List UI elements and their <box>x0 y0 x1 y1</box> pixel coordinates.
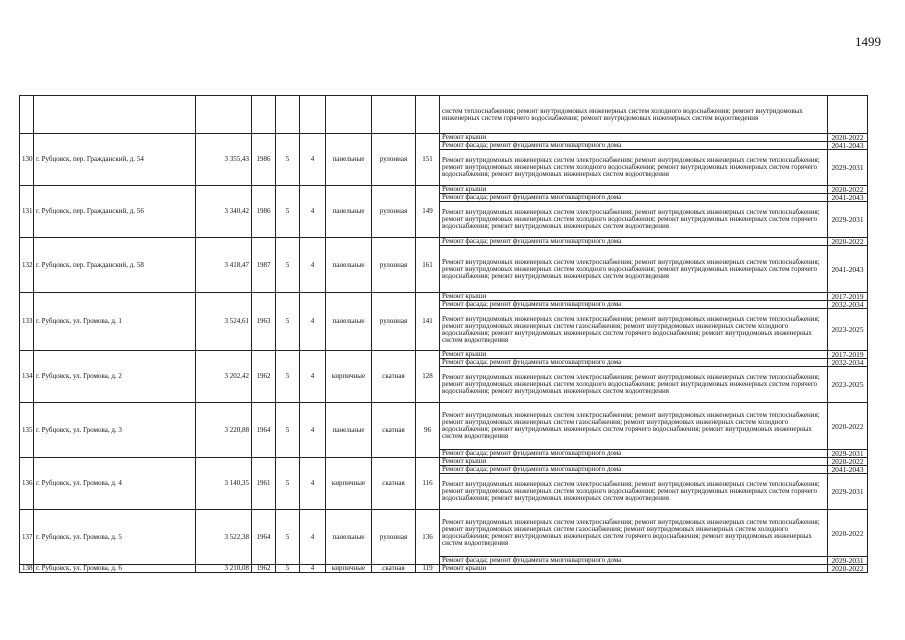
work-period: 2020-2022 <box>828 458 868 466</box>
house-area: 3 210,08 <box>196 565 252 573</box>
record-number: 136 <box>20 458 34 510</box>
build-year: 1962 <box>252 565 276 573</box>
floors-count: 5 <box>276 134 300 186</box>
roof-type: рулонная <box>372 134 416 186</box>
wall-material <box>326 96 372 134</box>
record-number: 138 <box>20 565 34 573</box>
build-year <box>252 96 276 134</box>
roof-type: скатная <box>372 403 416 458</box>
work-period: 2029-2031 <box>828 474 868 510</box>
build-year: 1964 <box>252 403 276 458</box>
residents-count: 149 <box>416 186 440 238</box>
house-area: 3 340,42 <box>196 186 252 238</box>
house-area <box>196 96 252 134</box>
work-period: 2041-2043 <box>828 142 868 150</box>
wall-material: кирпичные <box>326 458 372 510</box>
floors-count: 5 <box>276 186 300 238</box>
work-period: 2023-2025 <box>828 367 868 403</box>
floors-count: 5 <box>276 293 300 351</box>
page-number: 1499 <box>855 34 881 49</box>
work-period: 2017-2019 <box>828 293 868 301</box>
residents-count: 96 <box>416 403 440 458</box>
work-description: Ремонт крыши <box>440 351 828 359</box>
house-area: 3 418,47 <box>196 238 252 293</box>
house-address: г. Рубцовск, пер. Гражданский, д. 54 <box>34 134 196 186</box>
work-period: 2041-2043 <box>828 246 868 293</box>
residents-count <box>416 96 440 134</box>
build-year: 1986 <box>252 134 276 186</box>
roof-type: скатная <box>372 458 416 510</box>
floors-count: 5 <box>276 238 300 293</box>
build-year: 1987 <box>252 238 276 293</box>
work-period: 2032-2034 <box>828 359 868 367</box>
work-period: 2029-2031 <box>828 202 868 238</box>
work-description: Ремонт крыши <box>440 565 828 573</box>
residents-count: 128 <box>416 351 440 403</box>
house-area: 3 140,35 <box>196 458 252 510</box>
roof-type: рулонная <box>372 510 416 565</box>
wall-material: кирпичные <box>326 565 372 573</box>
table-body <box>20 96 868 573</box>
record-number: 134 <box>20 351 34 403</box>
entrances-count: 4 <box>300 351 326 403</box>
work-description: систем теплоснабжения; ремонт внутридомовых инженерных систем холодного водоснабжения; ремонт внутридомовых инженерных систем горячего водоснабжения; ремонт внутридомовых инженерных систем водоотведения <box>440 96 828 134</box>
wall-material: панельные <box>326 403 372 458</box>
floors-count: 5 <box>276 403 300 458</box>
work-period: 2017-2019 <box>828 351 868 359</box>
wall-material: панельные <box>326 134 372 186</box>
house-address: г. Рубцовск, ул. Громова, д. 4 <box>34 458 196 510</box>
residents-count: 141 <box>416 293 440 351</box>
residents-count: 119 <box>416 565 440 573</box>
house-address: г. Рубцовск, пер. Гражданский, д. 58 <box>34 238 196 293</box>
build-year: 1964 <box>252 510 276 565</box>
house-address: г. Рубцовск, ул. Громова, д. 6 <box>34 565 196 573</box>
work-description: Ремонт крыши <box>440 186 828 194</box>
work-description: Ремонт фасада; ремонт фундамента многоквартирного дома <box>440 359 828 367</box>
work-description: Ремонт фасада; ремонт фундамента многоквартирного дома <box>440 142 828 150</box>
wall-material: панельные <box>326 293 372 351</box>
roof-type: скатная <box>372 565 416 573</box>
roof-type: рулонная <box>372 238 416 293</box>
house-area: 3 522,38 <box>196 510 252 565</box>
work-description: Ремонт внутридомовых инженерных систем электроснабжения; ремонт внутридомовых инженерных систем теплоснабжения; ремонт внутридомовых инженерных систем газоснабжения; ремонт внутридомовых инженерных систем холодного водоснабжения; ремонт внутридомовых инженерных систем горячего водоснабжения; ремонт внутридомовых инженерных систем водоотведения <box>440 510 828 557</box>
work-description: Ремонт фасада; ремонт фундамента многоквартирного дома <box>440 238 828 246</box>
house-address: г. Рубцовск, пер. Гражданский, д. 56 <box>34 186 196 238</box>
house-area: 3 202,42 <box>196 351 252 403</box>
entrances-count: 4 <box>300 565 326 573</box>
work-period: 2041-2043 <box>828 194 868 202</box>
table-row <box>20 565 868 573</box>
work-period: 2020-2022 <box>828 134 868 142</box>
work-description: Ремонт внутридомовых инженерных систем электроснабжения; ремонт внутридомовых инженерных систем теплоснабжения; ремонт внутридомовых инженерных систем холодного водоснабжения; ремонт внутридомовых инженерных систем горячего водоснабжения; ремонт внутридомовых инженерных систем водоотведения <box>440 150 828 186</box>
entrances-count: 4 <box>300 134 326 186</box>
work-description: Ремонт внутридомовых инженерных систем электроснабжения; ремонт внутридомовых инженерных систем теплоснабжения; ремонт внутридомовых инженерных систем холодного водоснабжения; ремонт внутридомовых инженерных систем горячего водоснабжения; ремонт внутридомовых инженерных систем водоотведения <box>440 202 828 238</box>
work-description: Ремонт фасада; ремонт фундамента многоквартирного дома <box>440 301 828 309</box>
work-description: Ремонт фасада; ремонт фундамента многоквартирного дома <box>440 194 828 202</box>
record-number: 130 <box>20 134 34 186</box>
residents-count: 151 <box>416 134 440 186</box>
record-number: 131 <box>20 186 34 238</box>
entrances-count: 4 <box>300 510 326 565</box>
record-number: 133 <box>20 293 34 351</box>
record-number: 135 <box>20 403 34 458</box>
wall-material: кирпичные <box>326 351 372 403</box>
work-description: Ремонт внутридомовых инженерных систем электроснабжения; ремонт внутридомовых инженерных систем теплоснабжения; ремонт внутридомовых инженерных систем холодного водоснабжения; ремонт внутридомовых инженерных систем горячего водоснабжения; ремонт внутридомовых инженерных систем водоотведения <box>440 246 828 293</box>
table-row <box>20 238 868 246</box>
work-period: 2029-2031 <box>828 450 868 458</box>
house-address: г. Рубцовск, ул. Громова, д. 3 <box>34 403 196 458</box>
floors-count: 5 <box>276 351 300 403</box>
table-row <box>20 134 868 142</box>
house-area: 3 220,88 <box>196 403 252 458</box>
house-area: 3 524,61 <box>196 293 252 351</box>
house-area: 3 355,43 <box>196 134 252 186</box>
entrances-count: 4 <box>300 186 326 238</box>
table-row <box>20 403 868 450</box>
work-description: Ремонт внутридомовых инженерных систем электроснабжения; ремонт внутридомовых инженерных систем теплоснабжения; ремонт внутридомовых инженерных систем холодного водоснабжения; ремонт внутридомовых инженерных систем горячего водоснабжения; ремонт внутридомовых инженерных систем водоотведения <box>440 367 828 403</box>
work-description: Ремонт внутридомовых инженерных систем электроснабжения; ремонт внутридомовых инженерных систем теплоснабжения; ремонт внутридомовых инженерных систем газоснабжения; ремонт внутридомовых инженерных систем холодного водоснабжения; ремонт внутридомовых инженерных систем горячего водоснабжения; ремонт внутридомовых инженерных систем водоотведения <box>440 403 828 450</box>
build-year: 1963 <box>252 293 276 351</box>
wall-material: панельные <box>326 238 372 293</box>
work-period: 2023-2025 <box>828 309 868 351</box>
work-period: 2020-2022 <box>828 510 868 557</box>
table-row <box>20 96 868 134</box>
entrances-count: 4 <box>300 458 326 510</box>
work-description: Ремонт внутридомовых инженерных систем электроснабжения; ремонт внутридомовых инженерных систем теплоснабжения; ремонт внутридомовых инженерных систем газоснабжения; ремонт внутридомовых инженерных систем холодного водоснабжения; ремонт внутридомовых инженерных систем горячего водоснабжения; ремонт внутридомовых инженерных систем водоотведения <box>440 309 828 351</box>
table-row <box>20 510 868 557</box>
roof-type <box>372 96 416 134</box>
work-period <box>828 96 868 134</box>
roof-type: скатная <box>372 351 416 403</box>
work-description: Ремонт крыши <box>440 134 828 142</box>
work-period: 2029-2031 <box>828 150 868 186</box>
floors-count: 5 <box>276 510 300 565</box>
build-year: 1986 <box>252 186 276 238</box>
work-period: 2041-2043 <box>828 466 868 474</box>
work-period: 2029-2031 <box>828 557 868 565</box>
capital-repair-table <box>19 95 868 573</box>
roof-type: рулонная <box>372 186 416 238</box>
table-row <box>20 458 868 466</box>
work-period: 2032-2034 <box>828 301 868 309</box>
house-address <box>34 96 196 134</box>
wall-material: панельные <box>326 510 372 565</box>
record-number: 132 <box>20 238 34 293</box>
build-year: 1961 <box>252 458 276 510</box>
residents-count: 136 <box>416 510 440 565</box>
entrances-count: 4 <box>300 403 326 458</box>
table-row <box>20 293 868 301</box>
record-number: 137 <box>20 510 34 565</box>
work-description: Ремонт крыши <box>440 293 828 301</box>
entrances-count: 4 <box>300 238 326 293</box>
table-row <box>20 351 868 359</box>
build-year: 1962 <box>252 351 276 403</box>
floors-count: 5 <box>276 458 300 510</box>
work-period: 2020-2022 <box>828 238 868 246</box>
work-period: 2020-2022 <box>828 565 868 573</box>
residents-count: 116 <box>416 458 440 510</box>
floors-count <box>276 96 300 134</box>
house-address: г. Рубцовск, ул. Громова, д. 1 <box>34 293 196 351</box>
work-period: 2020-2022 <box>828 186 868 194</box>
roof-type: рулонная <box>372 293 416 351</box>
floors-count: 5 <box>276 565 300 573</box>
work-description: Ремонт фасада; ремонт фундамента многоквартирного дома <box>440 450 828 458</box>
wall-material: панельные <box>326 186 372 238</box>
house-address: г. Рубцовск, ул. Громова, д. 2 <box>34 351 196 403</box>
work-description: Ремонт внутридомовых инженерных систем электроснабжения; ремонт внутридомовых инженерных систем теплоснабжения; ремонт внутридомовых инженерных систем холодного водоснабжения; ремонт внутридомовых инженерных систем горячего водоснабжения; ремонт внутридомовых инженерных систем водоотведения <box>440 474 828 510</box>
record-number <box>20 96 34 134</box>
residents-count: 161 <box>416 238 440 293</box>
table-row <box>20 186 868 194</box>
entrances-count: 4 <box>300 293 326 351</box>
work-description: Ремонт фасада; ремонт фундамента многоквартирного дома <box>440 466 828 474</box>
work-description: Ремонт крыши <box>440 458 828 466</box>
work-period: 2020-2022 <box>828 403 868 450</box>
entrances-count <box>300 96 326 134</box>
work-description: Ремонт фасада; ремонт фундамента многоквартирного дома <box>440 557 828 565</box>
house-address: г. Рубцовск, ул. Громова, д. 5 <box>34 510 196 565</box>
